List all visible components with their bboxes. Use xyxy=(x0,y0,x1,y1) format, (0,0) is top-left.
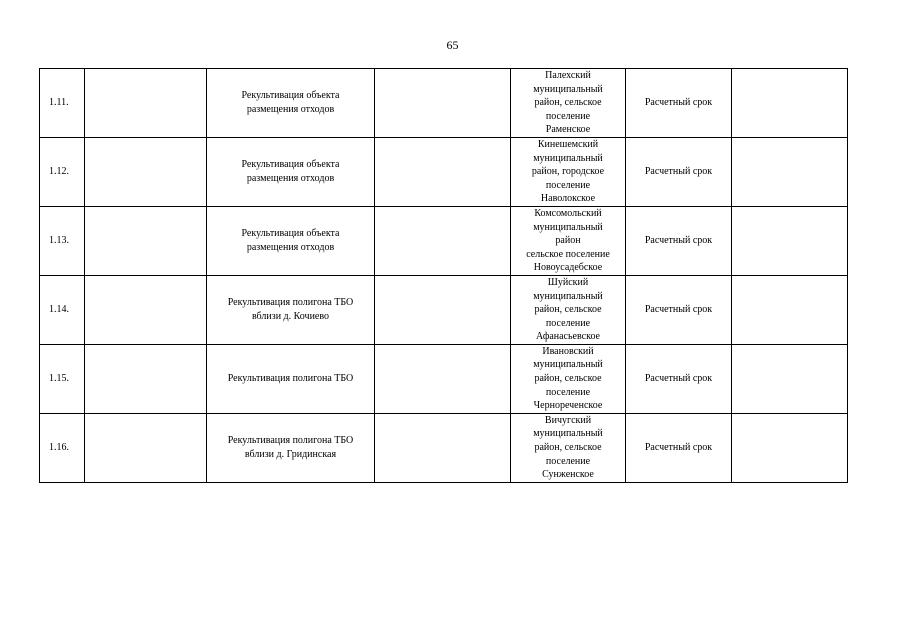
measure-name xyxy=(207,344,375,413)
empty-cell xyxy=(375,206,511,275)
term-cell: Расчетный срок xyxy=(626,413,732,482)
row-number: 1.15. xyxy=(40,344,85,413)
empty-cell xyxy=(85,206,207,275)
location-cell xyxy=(511,206,626,275)
term-cell: Расчетный срок xyxy=(626,137,732,206)
table-row xyxy=(40,413,848,482)
empty-cell xyxy=(85,69,207,138)
empty-cell xyxy=(85,344,207,413)
measure-name-text: Рекультивация объекта размещения отходов xyxy=(241,159,340,184)
term-cell: Расчетный срок xyxy=(626,275,732,344)
measures-table xyxy=(39,68,848,483)
location-text: Палехский муниципальный район, сельское поселение Раменское xyxy=(533,70,603,136)
row-number: 1.11. xyxy=(40,69,85,138)
location-cell xyxy=(511,344,626,413)
location-cell xyxy=(511,69,626,138)
term-cell: Расчетный срок xyxy=(626,69,732,138)
measure-name xyxy=(207,413,375,482)
page-number: 65 xyxy=(446,38,459,52)
measure-name xyxy=(207,69,375,138)
empty-cell xyxy=(732,275,848,344)
table-row xyxy=(40,69,848,138)
empty-cell xyxy=(732,69,848,138)
empty-cell xyxy=(85,275,207,344)
row-number: 1.12. xyxy=(40,137,85,206)
table-row xyxy=(40,137,848,206)
location-text: Комсомольский муниципальный район сельское поселение Новоусадебское xyxy=(526,207,610,274)
location-cell xyxy=(511,413,626,482)
measure-name xyxy=(207,137,375,206)
measure-name-text: Рекультивация объекта размещения отходов xyxy=(241,90,340,115)
measure-name-text: Рекультивация полигона ТБО вблизи д. Гридинская xyxy=(227,435,354,460)
measure-name-text: Рекультивация объекта размещения отходов xyxy=(241,228,340,253)
empty-cell xyxy=(375,137,511,206)
empty-cell xyxy=(375,344,511,413)
row-number: 1.14. xyxy=(40,275,85,344)
empty-cell xyxy=(732,344,848,413)
empty-cell xyxy=(732,137,848,206)
term-cell: Расчетный срок xyxy=(626,344,732,413)
location-text: Ивановский муниципальный район, сельское поселение Чернореченское xyxy=(533,345,603,412)
location-text: Вичугский муниципальный район, сельское поселение Сунженское xyxy=(533,414,603,481)
term-cell: Расчетный срок xyxy=(626,206,732,275)
location-text: Кинешемский муниципальный район, городское поселение Наволокское xyxy=(531,138,605,205)
table-row xyxy=(40,344,848,413)
table-row xyxy=(40,206,848,275)
row-number: 1.13. xyxy=(40,206,85,275)
empty-cell xyxy=(375,275,511,344)
empty-cell xyxy=(375,413,511,482)
location-cell xyxy=(511,275,626,344)
measure-name-text: Рекультивация полигона ТБО вблизи д. Кочиево xyxy=(227,297,354,322)
empty-cell xyxy=(732,206,848,275)
location-text: Шуйский муниципальный район, сельское поселение Афанасьевское xyxy=(533,276,603,343)
row-number: 1.16. xyxy=(40,413,85,482)
empty-cell xyxy=(85,137,207,206)
measure-name xyxy=(207,275,375,344)
empty-cell xyxy=(85,413,207,482)
table-row xyxy=(40,275,848,344)
empty-cell xyxy=(375,69,511,138)
measure-name xyxy=(207,206,375,275)
location-cell xyxy=(511,137,626,206)
empty-cell xyxy=(732,413,848,482)
measure-name-text: Рекультивация полигона ТБО xyxy=(227,373,354,385)
